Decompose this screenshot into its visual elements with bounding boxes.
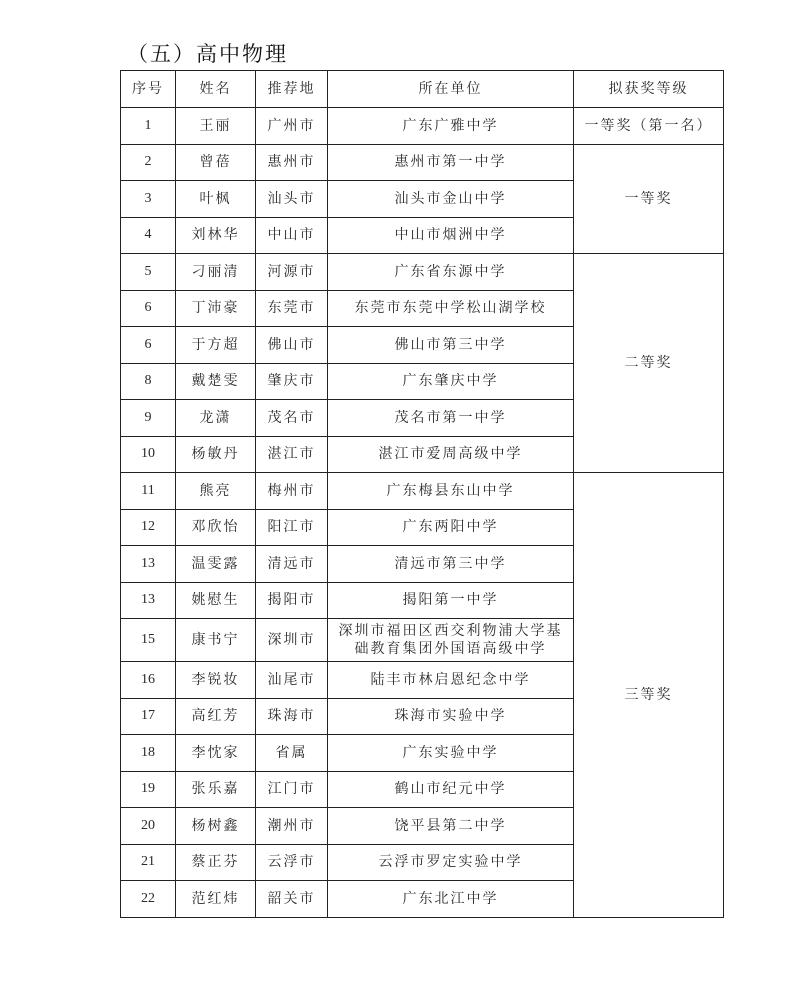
cell-region: 深圳市 [256,619,328,662]
cell-unit: 广东北江中学 [328,881,574,918]
cell-index: 22 [121,881,176,918]
header-index: 序号 [121,71,176,108]
cell-name: 叶枫 [176,181,256,218]
cell-region: 广州市 [256,108,328,145]
cell-index: 4 [121,217,176,254]
cell-region: 肇庆市 [256,363,328,400]
cell-unit: 饶平县第二中学 [328,808,574,845]
cell-index: 6 [121,290,176,327]
cell-region: 云浮市 [256,844,328,881]
cell-region: 汕头市 [256,181,328,218]
cell-region: 汕尾市 [256,662,328,699]
cell-index: 1 [121,108,176,145]
header-name: 姓名 [176,71,256,108]
cell-unit: 佛山市第三中学 [328,327,574,364]
cell-unit: 鹤山市纪元中学 [328,771,574,808]
cell-region: 茂名市 [256,400,328,437]
award-table [120,70,724,918]
cell-unit: 云浮市罗定实验中学 [328,844,574,881]
cell-name: 龙潇 [176,400,256,437]
cell-region: 江门市 [256,771,328,808]
cell-name: 范红炜 [176,881,256,918]
cell-unit: 东莞市东莞中学松山湖学校 [328,290,574,327]
cell-index: 9 [121,400,176,437]
cell-index: 8 [121,363,176,400]
cell-name: 张乐嘉 [176,771,256,808]
cell-region: 清远市 [256,546,328,583]
cell-index: 17 [121,698,176,735]
cell-region: 河源市 [256,254,328,291]
header-region: 推荐地 [256,71,328,108]
cell-name: 熊亮 [176,473,256,510]
cell-index: 6 [121,327,176,364]
cell-name: 杨敏丹 [176,436,256,473]
cell-unit: 汕头市金山中学 [328,181,574,218]
cell-unit: 湛江市爱周高级中学 [328,436,574,473]
cell-index: 12 [121,509,176,546]
cell-index: 21 [121,844,176,881]
cell-region: 潮州市 [256,808,328,845]
cell-name: 丁沛豪 [176,290,256,327]
cell-index: 18 [121,735,176,772]
header-unit: 所在单位 [328,71,574,108]
cell-region: 珠海市 [256,698,328,735]
table-row [121,108,724,145]
cell-award-group: 三等奖 [574,473,724,918]
cell-unit [328,619,574,662]
cell-index: 3 [121,181,176,218]
cell-unit: 清远市第三中学 [328,546,574,583]
cell-name: 戴楚雯 [176,363,256,400]
cell-name: 王丽 [176,108,256,145]
cell-name: 康书宁 [176,619,256,662]
cell-unit-line2: 础教育集团外国语高级中学 [354,641,547,657]
cell-unit: 广东实验中学 [328,735,574,772]
cell-unit: 广东广雅中学 [328,108,574,145]
cell-region: 惠州市 [256,144,328,181]
cell-unit: 广东梅县东山中学 [328,473,574,510]
cell-index: 13 [121,546,176,583]
cell-region: 湛江市 [256,436,328,473]
cell-name: 高红芳 [176,698,256,735]
table-row [121,144,724,181]
cell-unit: 广东省东源中学 [328,254,574,291]
cell-name: 李锐妆 [176,662,256,699]
cell-name: 姚慰生 [176,582,256,619]
cell-unit-line1: 深圳市福田区西交利物浦大学基 [338,623,563,639]
cell-region: 中山市 [256,217,328,254]
cell-award: 一等奖（第一名） [574,108,724,145]
cell-award-group: 二等奖 [574,254,724,473]
cell-index: 13 [121,582,176,619]
cell-region: 揭阳市 [256,582,328,619]
cell-name: 刁丽清 [176,254,256,291]
cell-region: 省属 [256,735,328,772]
section-title: （五）高中物理 [127,42,288,66]
cell-unit: 广东两阳中学 [328,509,574,546]
cell-index: 16 [121,662,176,699]
cell-unit: 中山市烟洲中学 [328,217,574,254]
cell-region: 阳江市 [256,509,328,546]
cell-name: 温雯露 [176,546,256,583]
table-row [121,473,724,510]
cell-name: 李忱家 [176,735,256,772]
cell-unit: 揭阳第一中学 [328,582,574,619]
cell-unit: 陆丰市林启恩纪念中学 [328,662,574,699]
cell-index: 5 [121,254,176,291]
cell-region: 东莞市 [256,290,328,327]
table-header-row [121,71,724,108]
cell-index: 2 [121,144,176,181]
cell-award-group: 一等奖 [574,144,724,254]
cell-name: 蔡正芬 [176,844,256,881]
table-row [121,254,724,291]
cell-unit: 珠海市实验中学 [328,698,574,735]
header-award: 拟获奖等级 [574,71,724,108]
cell-region: 韶关市 [256,881,328,918]
cell-unit: 惠州市第一中学 [328,144,574,181]
cell-name: 邓欣怡 [176,509,256,546]
cell-index: 10 [121,436,176,473]
cell-unit: 茂名市第一中学 [328,400,574,437]
cell-name: 杨树鑫 [176,808,256,845]
cell-index: 20 [121,808,176,845]
cell-index: 15 [121,619,176,662]
cell-name: 曾蓓 [176,144,256,181]
cell-name: 于方超 [176,327,256,364]
cell-region: 梅州市 [256,473,328,510]
cell-name: 刘林华 [176,217,256,254]
cell-index: 19 [121,771,176,808]
cell-index: 11 [121,473,176,510]
cell-unit: 广东肇庆中学 [328,363,574,400]
cell-region: 佛山市 [256,327,328,364]
